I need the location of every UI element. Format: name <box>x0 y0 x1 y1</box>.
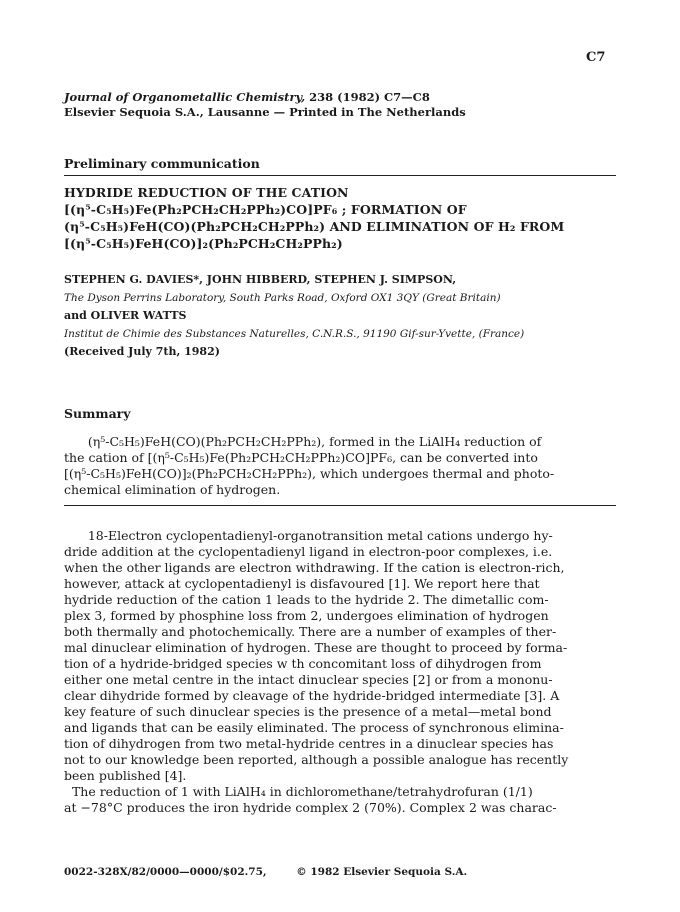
summary-line: (η⁵-C₅H₅)FeH(CO)(Ph₂PCH₂CH₂PPh₂), formed in the LiAlH₄ reduction of <box>64 434 542 449</box>
summary-line: chemical elimination of hydrogen. <box>64 482 281 497</box>
journal-publisher: Elsevier Sequoia S.A., Lausanne — Printed in The Netherlands <box>64 105 466 119</box>
title-line: [(η⁵-C₅H₅)Fe(Ph₂PCH₂CH₂PPh₂)CO]PF₆ ; FORMATION OF <box>64 202 467 217</box>
body-line: dride addition at the cyclopentadienyl ligand in electron-poor complexes, i.e. <box>64 544 553 559</box>
body-line: plex 3, formed by phosphine loss from 2, undergoes elimination of hydrogen <box>64 608 549 623</box>
body-line: key feature of such dinuclear species is the presence of a metal—metal bond <box>64 704 552 719</box>
title-line: HYDRIDE REDUCTION OF THE CATION <box>64 185 349 200</box>
body-line: either one metal centre in the intact dinuclear species [2] or from a mononu- <box>64 672 553 687</box>
copyright: © 1982 Elsevier Sequoia S.A. <box>296 866 468 878</box>
footer <box>64 866 624 878</box>
body-line: and ligands that can be easily eliminated. The process of synchronous elimina- <box>64 720 564 735</box>
body-line: 18-Electron cyclopentadienyl-organotransition metal cations undergo hy- <box>64 528 553 543</box>
body-line: however, attack at cyclopentadienyl is disfavoured [1]. We report here that <box>64 576 540 591</box>
journal-citation: 238 (1982) C7—C8 <box>305 90 430 104</box>
author-affiliation: Institut de Chimie des Substances Naturelles, C.N.R.S., 91190 Gif-sur-Yvette, (France) <box>64 328 525 340</box>
body-line: mal dinuclear elimination of hydrogen. These are thought to proceed by forma- <box>64 640 568 655</box>
body-text <box>64 528 620 816</box>
journal-header <box>64 90 624 120</box>
body-line: The reduction of 1 with LiAlH₄ in dichloromethane/tetrahydrofuran (1/1) <box>64 784 533 799</box>
body-line: clear dihydride formed by cleavage of the hydride-bridged intermediate [3]. A <box>64 688 560 703</box>
article-title <box>64 184 624 252</box>
section-label: Preliminary communication <box>64 156 260 171</box>
title-line: (η⁵-C₅H₅)FeH(CO)(Ph₂PCH₂CH₂PPh₂) AND ELIMINATION OF H₂ FROM <box>64 219 565 234</box>
body-line: been published [4]. <box>64 768 187 783</box>
summary-line: [(η⁵-C₅H₅)FeH(CO)]₂(Ph₂PCH₂CH₂PPh₂), which undergoes thermal and photo- <box>64 466 555 481</box>
author-names: and OLIVER WATTS <box>64 309 187 322</box>
body-line: tion of dihydrogen from two metal-hydride centres in a dinuclear species has <box>64 736 554 751</box>
author-names: STEPHEN G. DAVIES*, JOHN HIBBERD, STEPHEN J. SIMPSON, <box>64 273 457 286</box>
received-date: (Received July 7th, 1982) <box>64 345 220 358</box>
page-number: C7 <box>586 50 606 65</box>
body-line: when the other ligands are electron withdrawing. If the cation is electron-rich, <box>64 560 565 575</box>
summary-heading: Summary <box>64 406 131 421</box>
summary-text <box>64 434 616 498</box>
body-line: hydride reduction of the cation 1 leads to the hydride 2. The dimetallic com- <box>64 592 549 607</box>
divider-summary <box>64 505 616 506</box>
article-code: 0022-328X/82/0000—0000/$02.75, <box>64 866 267 878</box>
body-line: both thermally and photochemically. There are a number of examples of ther- <box>64 624 557 639</box>
journal-name: Journal of Organometallic Chemistry, <box>64 90 306 104</box>
title-line: [(η⁵-C₅H₅)FeH(CO)]₂(Ph₂PCH₂CH₂PPh₂) <box>64 236 343 251</box>
author-affiliation: The Dyson Perrins Laboratory, South Parks Road, Oxford OX1 3QY (Great Britain) <box>64 292 501 304</box>
body-line: tion of a hydride-bridged species w th concomitant loss of dihydrogen from <box>64 656 542 671</box>
body-line: not to our knowledge been reported, although a possible analogue has recently <box>64 752 569 767</box>
body-line: at −78°C produces the iron hydride complex 2 (70%). Complex 2 was charac- <box>64 800 557 815</box>
divider-top <box>64 175 616 176</box>
summary-line: the cation of [(η⁵-C₅H₅)Fe(Ph₂PCH₂CH₂PPh₂)CO]PF₆, can be converted into <box>64 450 538 465</box>
author-block <box>64 271 624 361</box>
journal-citation-line <box>64 90 624 105</box>
